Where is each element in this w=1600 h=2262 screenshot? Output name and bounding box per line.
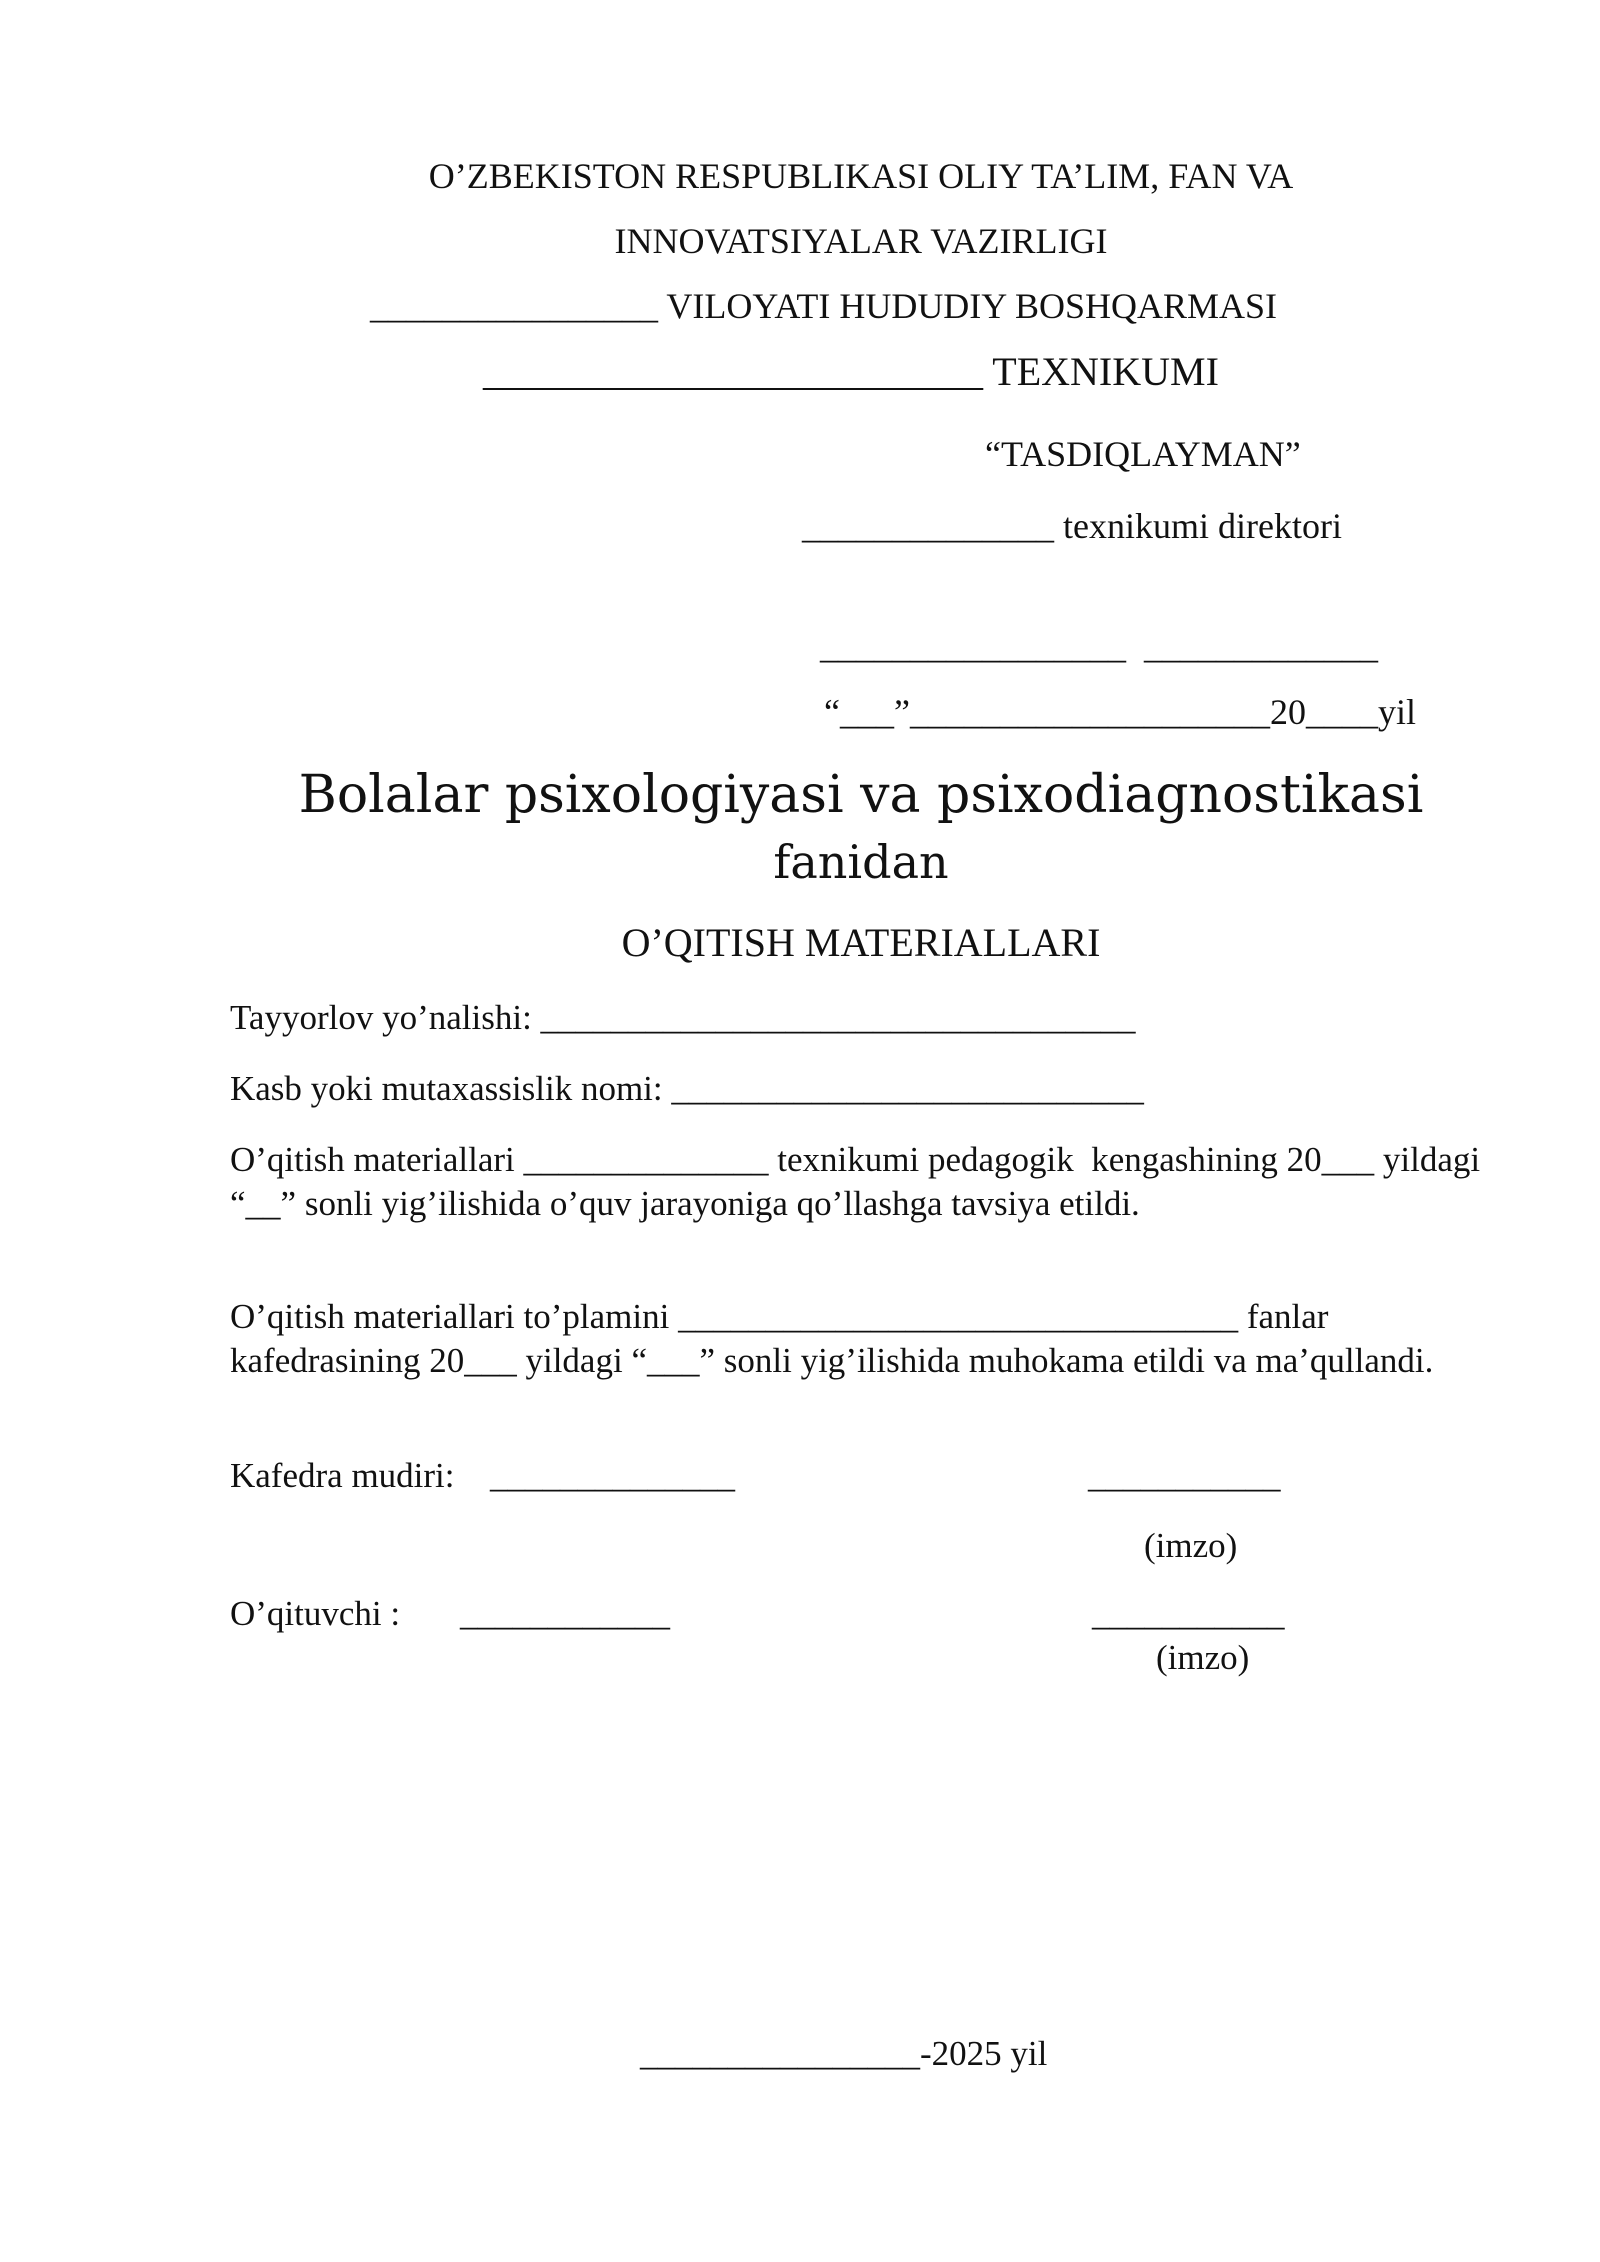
teacher-name-line: ____________ bbox=[460, 1594, 670, 1633]
director-line: ______________ texnikumi direktori bbox=[802, 506, 1342, 546]
footer-year-line: ________________-2025 yil bbox=[640, 2034, 1048, 2073]
department-review-paragraph: O’qitish materiallari to’plamini ________________________________ fanlar kafedrasining 20___ yildagi “___” sonli yig’ilishida muhokama etildi va ma’qullandi. bbox=[230, 1297, 1434, 1380]
region-line: ________________ VILOYATI HUDUDIY BOSHQARMASI bbox=[370, 286, 1278, 326]
subject-suffix: fanidan bbox=[773, 835, 949, 889]
pedagogical-council-paragraph: O’qitish materiallari ______________ texnikumi pedagogik kengashining 20___ yildagi “__” sonli yig’ilishida o’quv jarayoniga qo’llashga tavsiya etildi. bbox=[230, 1140, 1489, 1223]
document-type-heading: O’QITISH MATERIALLARI bbox=[621, 920, 1101, 965]
profession-field: Kasb yoki mutaxassislik nomi: ___________________________ bbox=[230, 1069, 1144, 1108]
direction-field: Tayyorlov yo’nalishi: __________________________________ bbox=[230, 998, 1136, 1037]
approval-title: “TASDIQLAYMAN” bbox=[985, 434, 1301, 474]
ministry-line-2: INNOVATSIYALAR VAZIRLIGI bbox=[614, 221, 1108, 261]
approval-date-line: “___”____________________20____yil bbox=[824, 692, 1416, 732]
subject-title: Bolalar psixologiyasi va psixodiagnostikasi bbox=[298, 765, 1424, 825]
head-name-line: ______________ bbox=[490, 1456, 735, 1495]
head-signature-caption: (imzo) bbox=[1144, 1526, 1238, 1565]
ministry-line-1: O’ZBEKISTON RESPUBLIKASI OLIY TA’LIM, FAN VA bbox=[428, 156, 1294, 196]
signature-line: _________________ _____________ bbox=[820, 626, 1378, 666]
teacher-signature-line: ___________ bbox=[1092, 1594, 1285, 1633]
teacher-signature-caption: (imzo) bbox=[1156, 1638, 1250, 1677]
head-of-department-label: Kafedra mudiri: bbox=[230, 1456, 455, 1495]
teacher-label: O’qituvchi : bbox=[230, 1594, 401, 1633]
head-signature-line: ___________ bbox=[1088, 1456, 1281, 1495]
technikum-line: _________________________ TEXNIKUMI bbox=[483, 349, 1219, 394]
